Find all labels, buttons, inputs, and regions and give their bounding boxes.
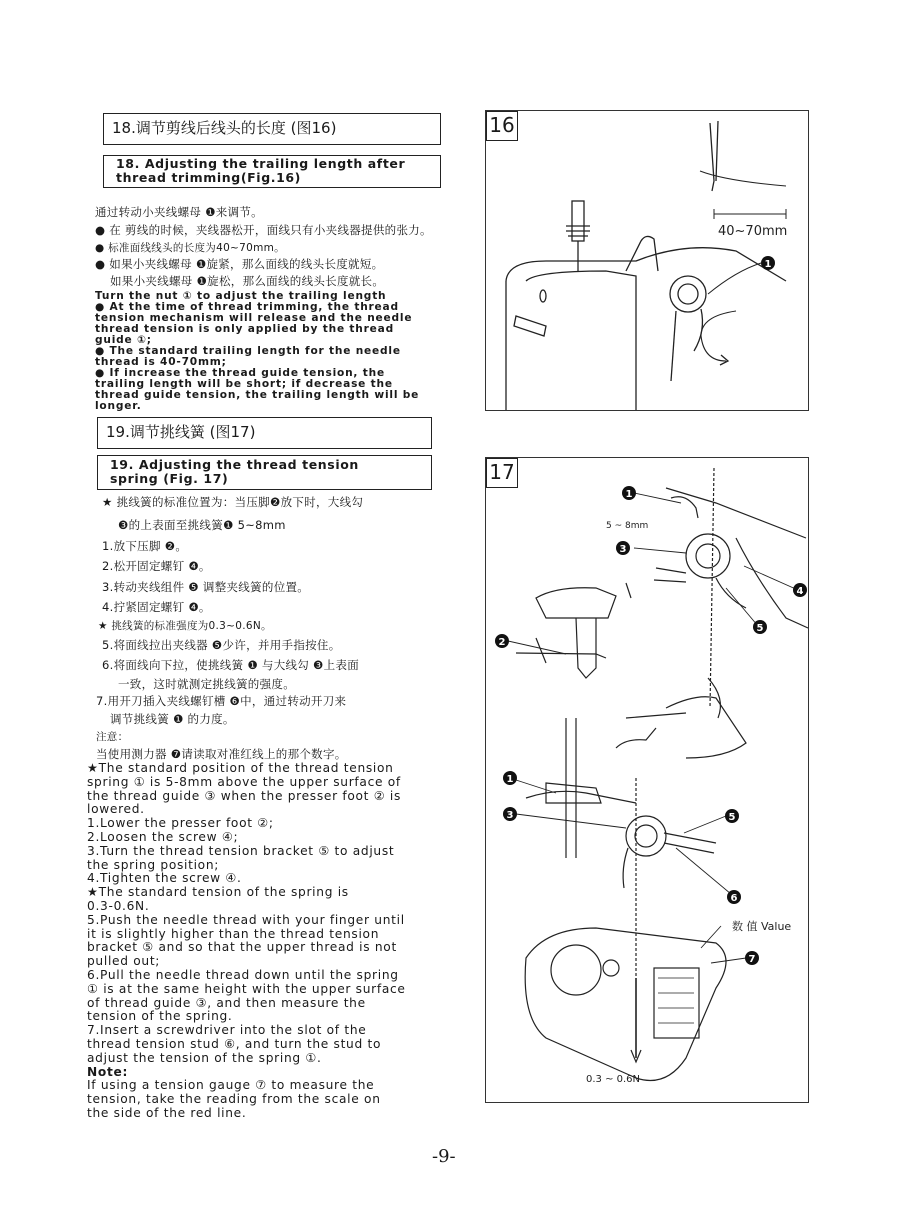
s19-cn-line: 4.拧紧固定螺钉 ❹。 [102, 600, 211, 614]
section18-en-title-line1: 18. Adjusting the trailing length after [116, 156, 406, 171]
s19-cn-line: ★ 挑线簧的标准强度为0.3~0.6N。 [98, 620, 272, 632]
s19-en-line: ★The standard position of the thread tension [87, 761, 394, 775]
callout-label: 7 [748, 954, 756, 965]
s19-en-line: thread tension stud ⑥, and turn the stud to [87, 1036, 382, 1051]
fig17-callout-5a [753, 620, 767, 634]
s19-en-line: lowered. [87, 802, 145, 817]
s19-cn-line: 1.放下压脚 ❷。 [102, 539, 188, 553]
section18-en-title [103, 155, 441, 188]
fig17-callout-3a [616, 541, 630, 555]
s19-en-line: the thread guide ③ when the presser foot ② is [87, 788, 402, 803]
s19-en-line: 6.Pull the needle thread down until the spring [87, 967, 399, 982]
s19-en-line: If using a tension gauge ⑦ to measure the [87, 1078, 375, 1093]
s19-en-line: 3.Turn the thread tension bracket ⑤ to adjust [87, 843, 395, 858]
s18-cn-line: ● 在 剪线的时候，夹线器松开，面线只有小夹线器提供的张力。 [95, 223, 432, 237]
fig17-callout-5b [725, 809, 739, 823]
s19-cn-line: 2.松开固定螺钉 ❹。 [102, 559, 211, 573]
s19-cn-line: 5.将面线拉出夹线器 ❺少许，并用手指按住。 [102, 638, 341, 652]
section19-en-title-line1: 19. Adjusting the thread tension [110, 457, 359, 472]
s18-en-line: thread is 40-70mm; [95, 356, 227, 368]
s19-en-line: 2.Loosen the screw ④; [87, 829, 239, 844]
fig16-measure-label: 40~70mm [718, 224, 788, 239]
callout-label: 5 [756, 623, 764, 634]
s19-en-line: 4.Tighten the screw ④. [87, 871, 242, 886]
s19-cn-line: 7.用开刀插入夹线螺钉槽 ❻中，通过转动开刀来 [96, 694, 347, 708]
figure-16-illustration [486, 111, 808, 410]
figure-17-number: 17 [486, 458, 518, 488]
section18-en-body [95, 291, 475, 412]
section19-en-title [97, 455, 432, 490]
callout-label: 1 [625, 489, 633, 500]
callout-label: 4 [796, 586, 804, 597]
fig17-callout-3b [503, 807, 517, 821]
s19-en-line: ★The standard tension of the spring is [87, 885, 349, 900]
s19-en-line: 1.Lower the presser foot ②; [87, 816, 274, 831]
s19-en-line: 0.3-0.6N. [87, 898, 150, 913]
figure-17 [485, 457, 809, 1103]
fig17-callout-7 [745, 951, 759, 965]
s19-en-line: bracket ⑤ and so that the upper thread is not [87, 940, 397, 955]
callout-label: 2 [498, 637, 506, 648]
s19-en-line: adjust the tension of the spring ①. [87, 1050, 322, 1065]
s19-cn-line: ❸的上表面至挑线簧❶ 5~8mm [118, 518, 286, 532]
s18-en-line: thread tension is only applied by the thread [95, 323, 394, 335]
s19-en-line: ① is at the same height with the upper surface [87, 981, 406, 996]
s18-cn-line: 通过转动小夹线螺母 ❶来调节。 [95, 205, 263, 219]
page-number: -9- [432, 1146, 456, 1167]
callout-label: 3 [619, 544, 627, 555]
s19-en-line: of thread guide ③, and then measure the [87, 995, 366, 1010]
s18-en-line: Turn the nut ① to adjust the trailing length [95, 290, 387, 302]
s19-en-line: the side of the red line. [87, 1105, 247, 1120]
section18-cn-title [103, 113, 441, 145]
s18-en-line: trailing length will be short; if decrease the [95, 378, 393, 390]
s19-en-line: it is slightly higher than the thread tension [87, 926, 380, 941]
fig17-callout-6 [727, 890, 741, 904]
s19-en-line: tension of the spring. [87, 1009, 233, 1024]
callout-label: 5 [728, 812, 736, 823]
s19-cn-line: 当使用测力器 ❼请读取对准红线上的那个数字。 [96, 747, 347, 761]
s19-cn-line: 一致，这时就测定挑线簧的强度。 [118, 677, 295, 691]
fig17-callout-1a [622, 486, 636, 500]
fig17-callout-1b [503, 771, 517, 785]
section19-cn-title [97, 417, 432, 449]
s19-en-line: Note: [87, 1064, 129, 1079]
s19-cn-line: 调节挑线簧 ❶ 的力度。 [110, 712, 235, 726]
s19-en-line: spring ① is 5-8mm above the upper surface of [87, 774, 401, 789]
s19-cn-line: 3.转动夹线组件 ❺ 调整夹线簧的位置。 [102, 580, 310, 594]
s18-en-line: guide ①; [95, 334, 152, 346]
fig17-range-label: 0.3 ~ 0.6N [586, 1074, 641, 1085]
s18-en-line: ● At the time of thread trimming, the thread [95, 301, 399, 313]
callout-label: 1 [506, 774, 514, 785]
s19-cn-line: ★ 挑线簧的标准位置为：当压脚❷放下时，大线勾 [102, 495, 364, 509]
figure-17-illustration [486, 458, 808, 1102]
s19-en-line: tension, take the reading from the scale on [87, 1092, 381, 1107]
section19-cn-title-text: 19.调节挑线簧 (图17) [106, 423, 256, 441]
fig17-callout-4 [793, 583, 807, 597]
callout-label: 6 [730, 893, 738, 904]
figure-16 [485, 110, 809, 411]
s18-cn-line: ● 如果小夹线螺母 ❶旋紧，那么面线的线头长度就短。 [95, 257, 384, 271]
fig17-callout-2 [495, 634, 509, 648]
s18-cn-line: 如果小夹线螺母 ❶旋松，那么面线的线头长度就长。 [110, 274, 385, 288]
s19-cn-line: 注意： [96, 731, 129, 743]
s19-en-line: 7.Insert a screwdriver into the slot of the [87, 1023, 367, 1038]
s18-en-line: longer. [95, 400, 142, 412]
section18-cn-title-text: 18.调节剪线后线头的长度 (图16) [112, 119, 337, 137]
s18-en-line: ● The standard trailing length for the needle [95, 345, 401, 357]
s18-en-line: thread guide tension, the trailing length will be [95, 389, 420, 401]
s19-en-line: pulled out; [87, 954, 161, 969]
section19-en-title-line2: spring (Fig. 17) [110, 471, 229, 486]
section19-en-body [87, 762, 477, 1121]
section18-en-title-line2: thread trimming(Fig.16) [116, 170, 301, 185]
s19-cn-line: 6.将面线向下拉，使挑线簧 ❶ 与大线勾 ❸上表面 [102, 658, 360, 672]
s19-en-line: 5.Push the needle thread with your finger until [87, 912, 405, 927]
fig16-callout-1: 1 [764, 259, 772, 270]
s18-cn-line: ● 标准面线线头的长度为40~70mm。 [95, 242, 285, 254]
fig17-value-label: 数 值 Value [732, 920, 792, 933]
callout-label: 3 [506, 810, 514, 821]
s18-en-line: ● If increase the thread guide tension, the [95, 367, 385, 379]
s19-en-line: the spring position; [87, 857, 220, 872]
figure-16-number: 16 [486, 111, 518, 141]
fig17-gap-label: 5 ~ 8mm [606, 521, 649, 531]
s18-en-line: tension mechanism will release and the needle [95, 312, 413, 324]
